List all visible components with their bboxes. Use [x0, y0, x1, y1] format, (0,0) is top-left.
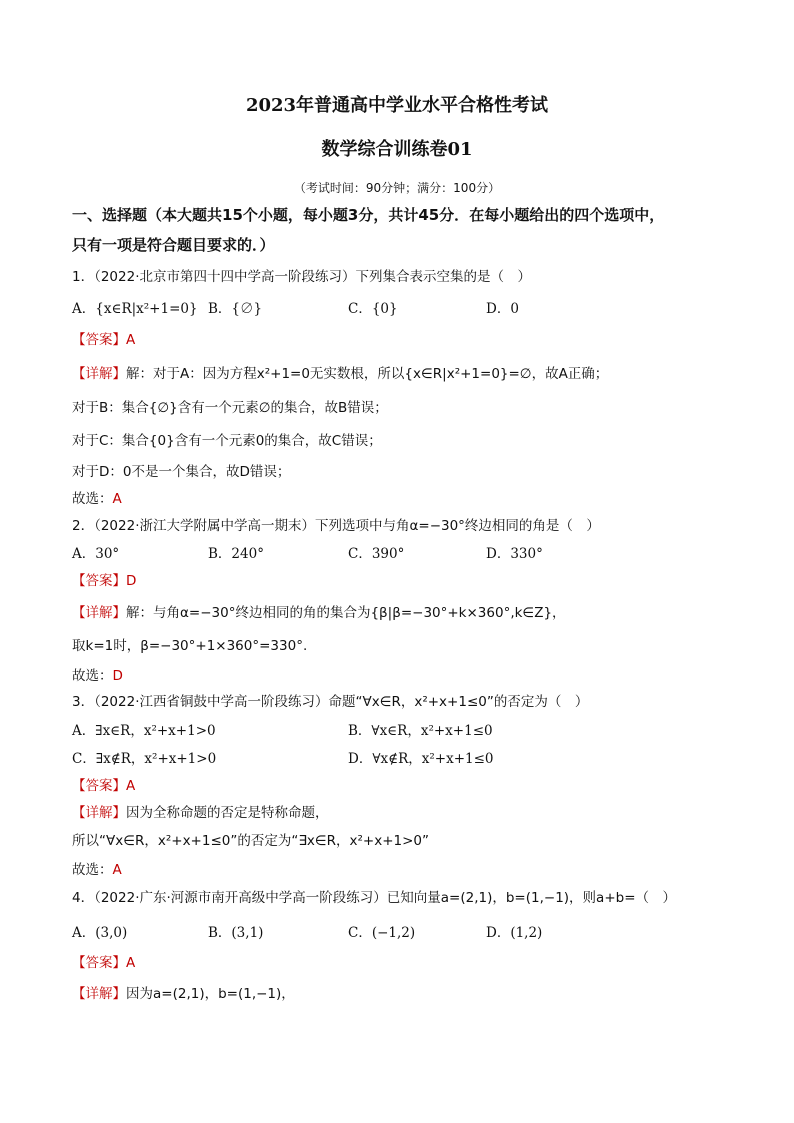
q1-detail-4: 对于D：0不是一个集合，故D错误； — [72, 464, 291, 480]
q4-option-b: B．(3,1) — [208, 925, 264, 941]
q1-detail-3: 对于C：集合{0}含有一个元素0的集合，故C错误； — [72, 433, 382, 449]
q4-option-a: A．(3,0) — [72, 925, 128, 941]
q1-detail-2: 对于B：集合{∅}含有一个元素∅的集合，故B错误； — [72, 400, 388, 416]
question-3-stem: 3．（2022·江西省铜鼓中学高一阶段练习）命题“∀x∈R，x²+x+1≤0”的否定为（ ） — [72, 694, 589, 710]
q3-option-b: B．∀x∈R，x²+x+1≤0 — [348, 723, 493, 739]
exam-info: （考试时间：90分钟；满分：100分） — [293, 181, 501, 195]
q1-conclusion: 故选：A — [72, 491, 122, 507]
q4-answer: 【答案】A — [72, 955, 136, 971]
q3-answer: 【答案】A — [72, 778, 136, 794]
q3-detail-2: 所以“∀x∈R，x²+x+1≤0”的否定为“∃x∈R，x²+x+1>0” — [72, 833, 430, 849]
q2-answer: 【答案】D — [72, 573, 137, 589]
answer-tag: 【答案】 — [72, 332, 126, 348]
q1-detail-1: 【详解】解：对于A：因为方程x²+1=0无实数根，所以{x∈R|x²+1=0}=∅，故A正确； — [72, 366, 609, 382]
detail-tag: 【详解】 — [72, 366, 126, 382]
document-title: 2023年普通高中学业水平合格性考试 — [245, 95, 549, 116]
q1-answer — [72, 331, 135, 349]
q3-option-c: C．∃x∉R，x²+x+1>0 — [72, 751, 217, 767]
q3-option-d: D．∀x∉R，x²+x+1≤0 — [348, 751, 494, 767]
section-heading: 一、选择题（本大题共15个小题，每小题3分，共计45分．在每小题给出的四个选项中， — [72, 206, 665, 224]
q1-option-c: C．{0} — [348, 301, 398, 317]
q2-option-a: A．30° — [72, 546, 120, 562]
question-1-stem: 1．（2022·北京市第四十四中学高一阶段练习）下列集合表示空集的是（ ） — [72, 269, 531, 285]
q2-option-d: D．330° — [486, 546, 543, 562]
q2-option-c: C．390° — [348, 546, 405, 562]
q1-option-d: D．0 — [486, 301, 519, 317]
q3-conclusion: 故选：A — [72, 862, 122, 878]
q2-detail-1: 【详解】解：与角α=−30°终边相同的角的集合为{β|β=−30°+k×360°,k∈Z}， — [72, 605, 566, 621]
q4-option-c: C．(−1,2) — [348, 925, 416, 941]
q4-detail-1: 【详解】因为a=(2,1)，b=(1,−1)， — [72, 986, 295, 1002]
question-2-stem: 2．（2022·浙江大学附属中学高一期末）下列选项中与角α=−30°终边相同的角是（ ） — [72, 518, 600, 534]
q4-option-d: D．(1,2) — [486, 925, 543, 941]
q2-detail-2: 取k=1时，β=−30°+1×360°=330°. — [72, 638, 308, 654]
section-heading-cont: 只有一项是符合题目要求的．） — [72, 236, 275, 254]
q1-option-a: A．{x∈R|x²+1=0} — [72, 301, 198, 317]
q2-conclusion: 故选：D — [72, 668, 123, 684]
q1-answer-value: A — [126, 332, 136, 348]
q3-detail-1: 【详解】因为全称命题的否定是特称命题， — [72, 805, 329, 821]
q1-option-b: B．{∅} — [208, 301, 263, 317]
document-subtitle: 数学综合训练卷01 — [321, 139, 473, 160]
q2-option-b: B．240° — [208, 546, 264, 562]
question-4-stem: 4．（2022·广东·河源市南开高级中学高一阶段练习）已知向量a=(2,1)，b=(1,−1)，则a+b=（ ） — [72, 890, 677, 906]
q3-option-a: A．∃x∈R，x²+x+1>0 — [72, 723, 216, 739]
